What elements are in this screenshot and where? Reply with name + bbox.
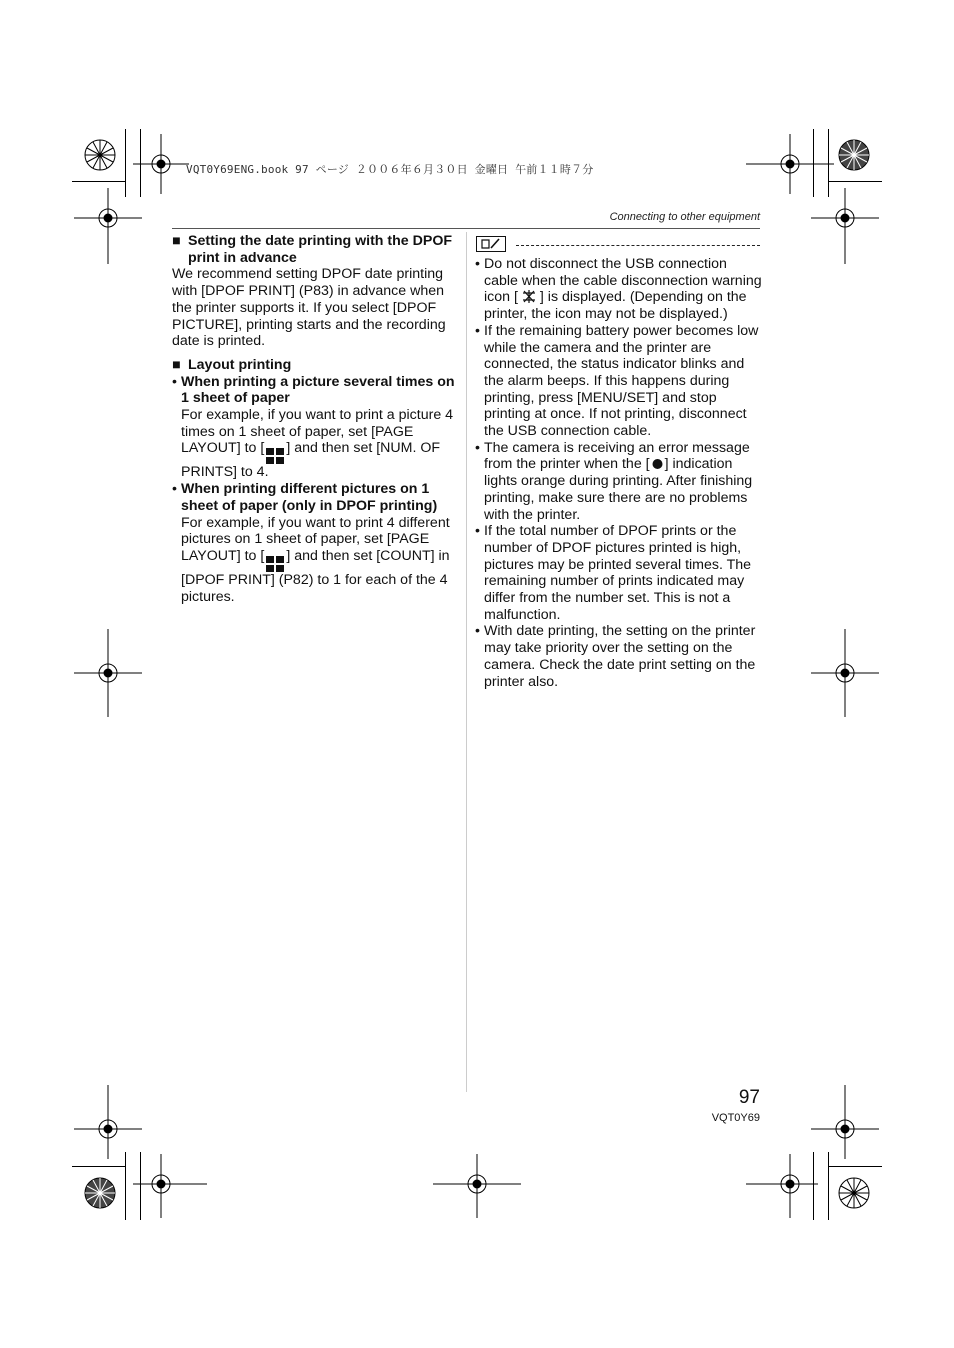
layout-4-icon: [266, 556, 284, 572]
list-item: • If the total number of DPOF prints or the number of DPOF pictures printed is high, pictures may be printed several times. The remaining number of prints indicated may differ from the number set. This is not a malfunction.: [475, 523, 752, 623]
header-rule: [172, 228, 760, 229]
column-divider: [466, 232, 467, 1092]
section-body: We recommend setting DPOF date printing with [DPOF PRINT] (P83) in advance when the printer supports it. If you select [DPOF PICTURE], printing starts and the recording date is printed.: [172, 266, 446, 350]
section-marker: ■: [172, 233, 181, 249]
list-item: • When printing different pictures on 1 sheet of paper (only in DPOF printing): [172, 481, 438, 514]
cable-disconnect-warning-icon: [520, 289, 538, 304]
section-heading: ■ Setting the date printing with the DPOF print in advance: [172, 233, 453, 266]
list-item: • With date printing, the setting on the printer may take priority over the setting on the camera. Check the date print setting on the printer also.: [475, 623, 756, 690]
list-item: • If the remaining battery power becomes low while the camera and the printer are connected, the status indicator blinks and the alarm beeps. If this happens during printing, press [MENU/SET] and stop printing at once. If not printing, disconnect the USB connection cable.: [475, 322, 759, 440]
note-header: [476, 236, 760, 254]
list-item: • When printing a picture several times on 1 sheet of paper: [172, 373, 455, 407]
note-memo-icon: [476, 236, 506, 252]
page-code: VQT0Y69: [711, 1112, 760, 1124]
left-column: [172, 233, 457, 605]
list-item: • The camera is receiving an error message from the printer when the [ ] indication lights orange during printing. After finishing printing, make sure there are no problems with the printer.: [475, 439, 753, 523]
section-marker: ■: [172, 356, 181, 373]
layout-4-icon: [266, 448, 284, 464]
page-number: 97: [738, 1087, 760, 1108]
list-item-body: For example, if you want to print a picture 4 times on 1 sheet of paper, set [PAGE LAYOUT] to [ ] and then set [NUM. OF PRINTS] to 4.: [181, 407, 454, 481]
right-column: [475, 256, 763, 690]
print-slug: VQT0Y69ENG.book 97 ページ ２００６年６月３０日 金曜日 午前１１時７分: [186, 163, 594, 176]
running-head: Connecting to other equipment: [609, 211, 760, 223]
status-dot-icon: [652, 456, 663, 471]
note-dashes: [516, 245, 760, 246]
list-item-body: For example, if you want to print 4 different pictures on 1 sheet of paper, set [PAGE LAYOUT] to [ ] and then set [COUNT] in [DPOF PRINT] (P82) to 1 for each of the 4 pictures.: [181, 514, 450, 605]
section-heading: ■ Layout printing: [172, 356, 292, 373]
list-item: • Do not disconnect the USB connection cable when the cable disconnection warning icon [ ] is displayed. (Depending on the printer, the icon may not be displayed.): [475, 256, 762, 323]
